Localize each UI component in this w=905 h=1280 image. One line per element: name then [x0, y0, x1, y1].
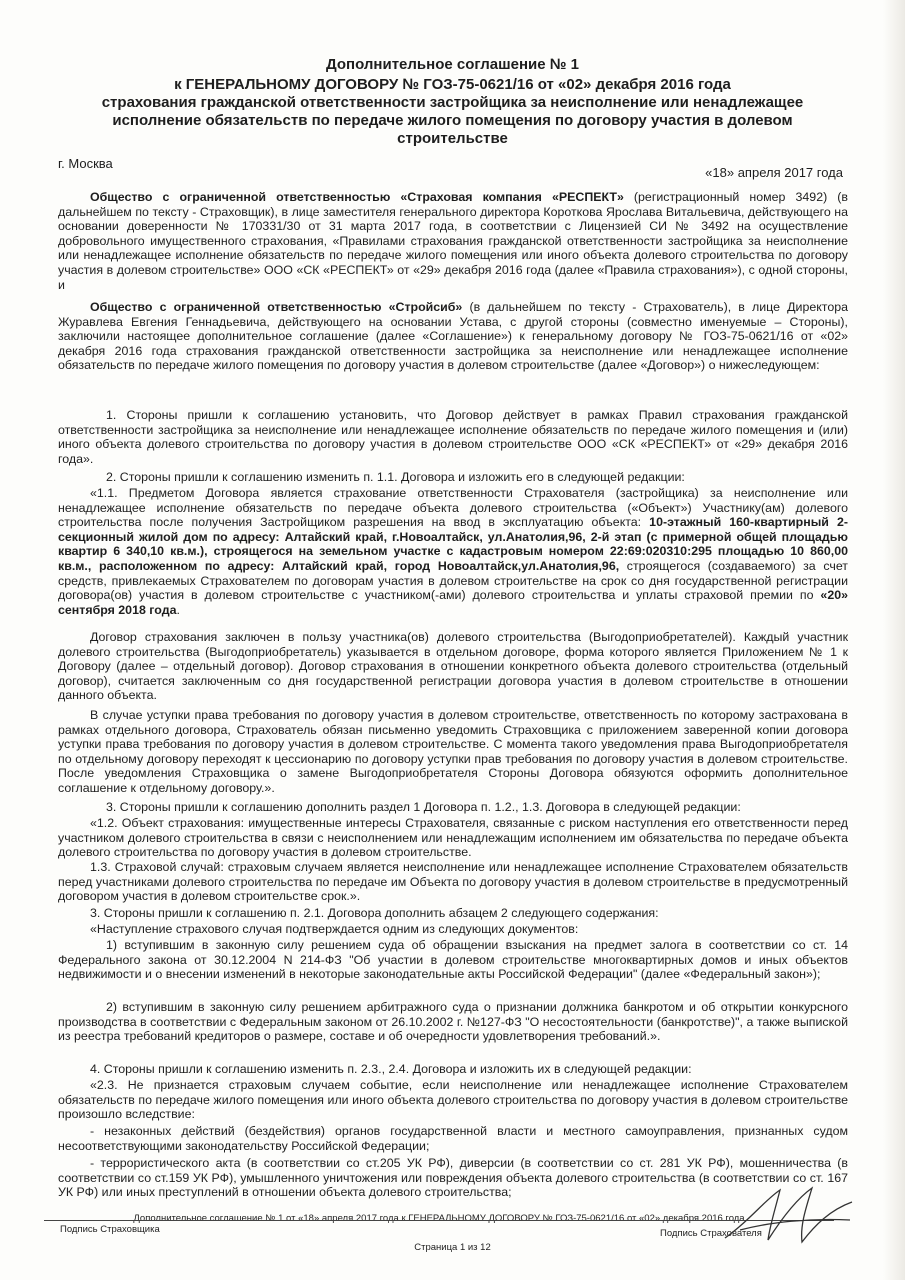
- clause-2-3-item-2: - террористического акта (в соответствии со ст.205 УК РФ), диверсии (в соответствии со ст. 281 УК РФ), мошенничества (в соответствии со ст.159 УК РФ), умышленного уничтожения или повреждения объекта долевого строительства (в соответствии со ст. 167 УК РФ) или иных преступлений в отношении объекта долевого строительства;: [58, 1156, 848, 1200]
- doc-title: Дополнительное соглашение № 1: [326, 56, 579, 73]
- party2-paragraph: [58, 300, 848, 373]
- party2-text: (в дальнейшем по тексту - Страхователь), в лице Директора Журавлева Евгения Геннадьевича, действующего на основании Устава, с другой стороны (совместно именуемые – Стороны), заключили настоящее дополнительное соглашение (далее «Соглашение») к генеральному договору № ГОЗ-75-0621/16 от «02» декабря 2016 года страхования гражданской ответственности застройщика за неисполнение или ненадлежащее исполнение обязательств по передаче жилого помещения по договору участия в долевом строительстве (далее «Договор») о нижеследующем:: [58, 300, 848, 373]
- page-edge-shadow: [883, 0, 905, 1280]
- footer-reference: Дополнительное соглашение № 1 от «18» апреля 2017 года к ГЕНЕРАЛЬНОМУ ДОГОВОРУ № ГОЗ-75-0621/16 от «02» декабря 2016 года: [133, 1213, 745, 1224]
- clause-2: 2. Стороны пришли к соглашению изменить п. 1.1. Договора и изложить его в следующей редакции:: [106, 470, 685, 484]
- clause-2-3-item-1: - незаконных действий (бездействия) органов государственной власти и местного самоуправления, признанных судом несоответствующими законодательству Российской Федерации;: [58, 1124, 848, 1153]
- date: «18» апреля 2017 года: [705, 165, 843, 180]
- party1-name: Общество с ограниченной ответственностью «Страховая компания «РЕСПЕКТ»: [90, 190, 624, 204]
- clause-2-1-item-1: 1) вступившим в законную силу решением суда об обращении взыскания на предмет залога в соответствии со ст. 14 Федерального закона от 30.12.2004 N 214-ФЗ "Об участии в долевом строительстве многоквартирных домов и иных объектов недвижимости и о внесении изменений в некоторые законодательные акты Российской Федерации" (далее «Федеральный закон»);: [58, 938, 848, 982]
- doc-subtitle-line3: страхования гражданской ответственности застройщика за неисполнение или ненадлежащее: [101, 94, 804, 111]
- insurer-signature-label: Подпись Страховщика: [60, 1224, 160, 1235]
- clause-1-1-end: .: [176, 602, 180, 617]
- clause-1-2: «1.2. Объект страхования: имущественные интересы Страхователя, связанные с риском наступления его ответственности перед участником долевого строительства в связи с неисполнением или ненадлежащим исполнением им обязательства по передаче объекта долевого строительства по договору участия в долевом строительстве.: [58, 816, 848, 860]
- clause-1: 1. Стороны пришли к соглашению установить, что Договор действует в рамках Правил страхования гражданской ответственности застройщика за неисполнение или ненадлежащее исполнение обязательств по передаче жилого помещения и (или) иного объекта долевого строительства по договору участия в долевом строительстве ООО «СК «РЕСПЕКТ» от «29» декабря 2016 года».: [58, 408, 848, 466]
- doc-subtitle-line5: строительстве: [397, 130, 508, 147]
- clause-1-1-intro: «1.1. Предметом Договора является страхование ответственности Страхователя (застройщика) за неисполнение или ненадлежащее исполнение обязательств по передаче объекта долевого строительства («Объект») Участнику(ам) долевого строительства после получения Застройщиком разрешения на ввод в эксплуатацию объекта:: [58, 486, 848, 530]
- doc-subtitle-contract: к ГЕНЕРАЛЬНОМУ ДОГОВОРУ № ГОЗ-75-0621/16 от «02» декабря 2016 года: [174, 76, 731, 93]
- party2-name: Общество с ограниченной ответственностью «Стройсиб»: [90, 300, 463, 314]
- clause-2-3: «2.3. Не признается страховым случаем событие, если неисполнение или ненадлежащее исполнение Страхователем обязательств по передаче жилого помещения или иного объекта долевого строительства по договору участия в долевом строительстве произошло вследствие:: [58, 1078, 848, 1122]
- clause-2-1-intro: «Наступление страхового случая подтверждается одним из следующих документов:: [90, 922, 579, 936]
- signature-scribble: [720, 1180, 860, 1250]
- place: г. Москва: [58, 156, 113, 171]
- clause-2-1-item-2: 2) вступившим в законную силу решением арбитражного суда о признании должника банкротом и об открытии конкурсного производства в соответствии с Федеральным законом от 26.10.2002 г. №127-ФЗ "О несостоятельности (банкротстве)", а также выпиской из реестра требований кредиторов о размере, составе и об очередности удовлетворения требований.».: [58, 1000, 848, 1044]
- page-number: Страница 1 из 12: [414, 1242, 491, 1253]
- clause-4: 4. Стороны пришли к соглашению изменить п. 2.3., 2.4. Договора и изложить их в следующей редакции:: [90, 1062, 692, 1076]
- clause-2-assignment: В случае уступки права требования по договору участия в долевом строительстве, ответственность по которому застрахована в рамках отдельного договора, Страхователь обязан письменно уведомить Страховщика с приложением заверенной копии договора уступки права требования по договору участия в долевом строительстве. С момента такого уведомления права Выгодоприобретателя по отдельному договору переходят к цессионарию по договору уступки прав требования по договору участия в долевом строительстве. После уведомления Страховщика о замене Выгодоприобретателя Стороны Договора обязуются оформить дополнительное соглашение к отдельному договору.».: [58, 708, 848, 795]
- clause-3b: 3. Стороны пришли к соглашению п. 2.1. Договора дополнить абзацем 2 следующего содержания:: [90, 906, 659, 920]
- clause-2-beneficiary: Договор страхования заключен в пользу участника(ов) долевого строительства (Выгодоприобретателей). Каждый участник долевого строительства (Выгодоприобретатель) указывается в отдельном договоре, форма которого является Приложением № 1 к Договору (далее – отдельный договор). Договор страхования в отношении конкретного объекта долевого строительства (отдельный договор), считается заключенным со дня государственной регистрации договора участия в долевом строительстве в отношении данного объекта.: [58, 630, 848, 703]
- party1-text: (регистрационный номер 3492) (в дальнейшем по тексту - Страховщик), в лице заместителя генерального директора Короткова Ярослава Витальевича, действующего на основании доверенности № 170331/30 от 31 марта 2017 года, в соответствии с Лицензией СИ № 3492 на осуществление добровольного имущественного страхования, «Правилами страхования гражданской ответственности застройщика за неисполнение или ненадлежащее исполнение обязательств по передаче жилого помещения или иного объекта долевого строительства по договору участия в долевом строительстве» ООО «СК «РЕСПЕКТ» от «29» декабря 2016 года (далее «Правила страхования»), с одной стороны, и: [58, 190, 848, 292]
- clause-1-1-mid: строящегося (создаваемого) за счет средств, привлекаемых Страхователем по договорам участия в долевом строительстве на срок со дня государственной регистрации договора(ов) участия в долевом строительстве с участником(-ами) долевого строительства и уплаты страховой премии по: [58, 558, 848, 603]
- party1-paragraph: [58, 190, 848, 292]
- footer-divider: [44, 1220, 834, 1221]
- object-description: 10-этажный 160-квартирный 2-секционный жилой дом по адресу: Алтайский край, г.Новоалтайск, ул.Анатолия,96, 2-й этап (с примерной общей площадью квартир 6 340,10 кв.м.), строящегося на земельном участке с кадастровым номером 22:69:020310:295 площадью 10 860,00 кв.м., расположенном по адресу: Алтайский край, город Новоалтайск,ул.Анатолия,96,: [58, 515, 848, 573]
- clause-1-3: 1.3. Страховой случай: страховым случаем является неисполнение или ненадлежащее исполнение Страхователем обязательств перед участниками долевого строительства по передаче им Объекта по договору участия в долевом строительстве в предусмотренный договором участия в долевом строительстве срок.».: [58, 860, 848, 904]
- end-date: «20» сентября 2018 года: [58, 588, 848, 617]
- clause-3: 3. Стороны пришли к соглашению дополнить раздел 1 Договора п. 1.2., 1.3. Договора в следующей редакции:: [106, 800, 741, 814]
- clause-2-text: [58, 486, 848, 617]
- doc-subtitle-line4: исполнение обязательств по передаче жилого помещения по договору участия в долевом: [112, 112, 793, 129]
- insured-signature-label: Подпись Страхователя: [660, 1228, 762, 1239]
